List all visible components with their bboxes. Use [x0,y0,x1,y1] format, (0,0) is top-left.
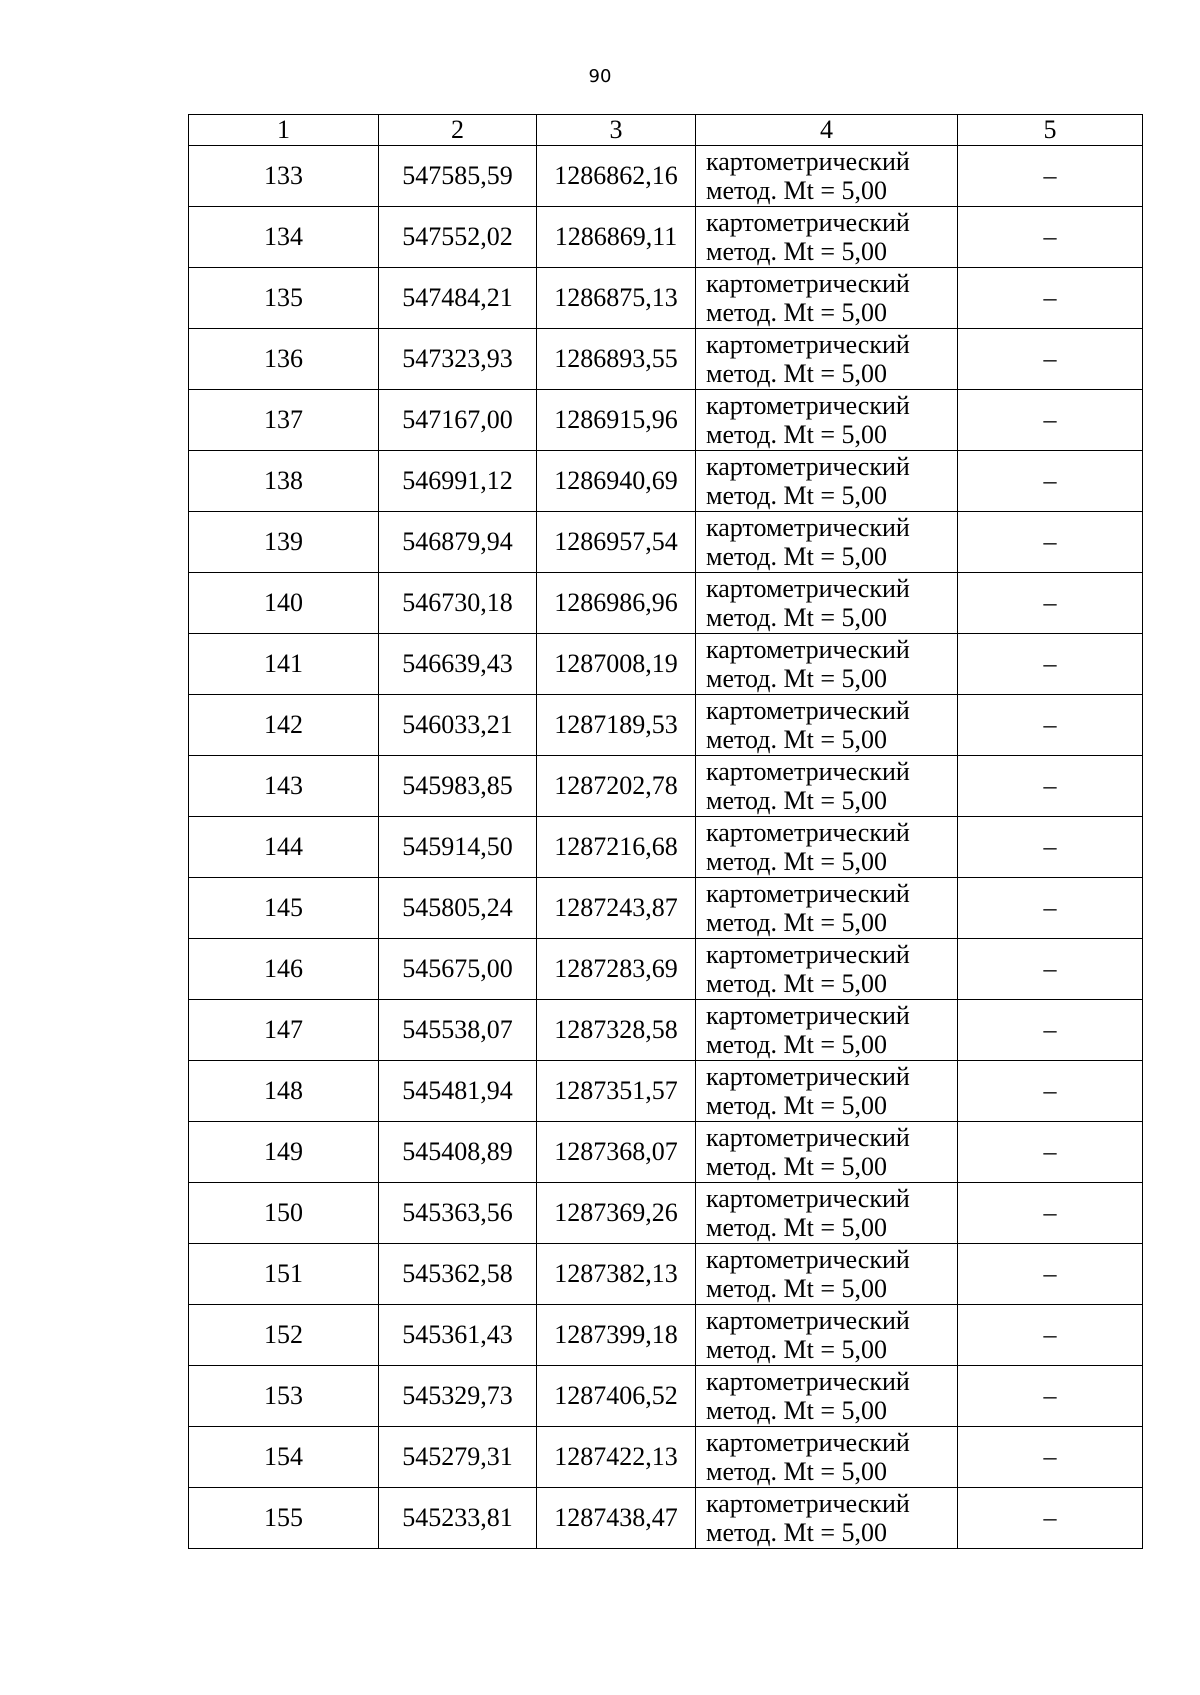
y-coordinate-cell: 1287406,52 [537,1366,696,1427]
table-row [189,1305,1143,1366]
note-cell: – [958,1305,1143,1366]
x-coordinate-cell: 547585,59 [379,146,537,207]
y-coordinate-cell: 1287399,18 [537,1305,696,1366]
note-cell: – [958,1366,1143,1427]
y-coordinate-cell: 1286915,96 [537,390,696,451]
method-line-1: картометрический [706,1306,910,1335]
note-cell: – [958,1427,1143,1488]
method-cell [696,146,958,207]
x-coordinate-cell: 545361,43 [379,1305,537,1366]
method-line-2: метод. Mt = 5,00 [706,1335,887,1364]
note-cell: – [958,695,1143,756]
x-coordinate-cell: 546879,94 [379,512,537,573]
x-coordinate-cell: 545233,81 [379,1488,537,1549]
note-cell: – [958,451,1143,512]
method-line-2: метод. Mt = 5,00 [706,847,887,876]
header-col-1: 1 [189,115,379,146]
point-number-cell: 155 [189,1488,379,1549]
x-coordinate-cell: 545538,07 [379,1000,537,1061]
point-number-cell: 136 [189,329,379,390]
table-row [189,1183,1143,1244]
table-row [189,817,1143,878]
point-number-cell: 151 [189,1244,379,1305]
x-coordinate-cell: 545983,85 [379,756,537,817]
x-coordinate-cell: 545675,00 [379,939,537,1000]
y-coordinate-cell: 1286862,16 [537,146,696,207]
table-row [189,1488,1143,1549]
point-number-cell: 133 [189,146,379,207]
x-coordinate-cell: 547484,21 [379,268,537,329]
method-line-1: картометрический [706,1428,910,1457]
method-cell [696,1061,958,1122]
point-number-cell: 146 [189,939,379,1000]
method-line-2: метод. Mt = 5,00 [706,603,887,632]
table-row [189,207,1143,268]
y-coordinate-cell: 1286957,54 [537,512,696,573]
point-number-cell: 152 [189,1305,379,1366]
point-number-cell: 154 [189,1427,379,1488]
method-line-2: метод. Mt = 5,00 [706,481,887,510]
method-cell [696,390,958,451]
header-col-4: 4 [696,115,958,146]
method-line-1: картометрический [706,1062,910,1091]
method-cell [696,939,958,1000]
point-number-cell: 143 [189,756,379,817]
table-row [189,634,1143,695]
note-cell: – [958,1244,1143,1305]
table-row [189,1427,1143,1488]
y-coordinate-cell: 1287438,47 [537,1488,696,1549]
point-number-cell: 153 [189,1366,379,1427]
header-col-2: 2 [379,115,537,146]
point-number-cell: 138 [189,451,379,512]
point-number-cell: 142 [189,695,379,756]
header-row [189,115,1143,146]
method-line-1: картометрический [706,879,910,908]
method-line-2: метод. Mt = 5,00 [706,1030,887,1059]
note-cell: – [958,512,1143,573]
method-line-2: метод. Mt = 5,00 [706,1091,887,1120]
note-cell: – [958,329,1143,390]
table-row [189,1122,1143,1183]
point-number-cell: 145 [189,878,379,939]
method-cell [696,1427,958,1488]
method-cell [696,1122,958,1183]
method-line-2: метод. Mt = 5,00 [706,1518,887,1547]
method-line-1: картометрический [706,574,910,603]
note-cell: – [958,1183,1143,1244]
x-coordinate-cell: 546730,18 [379,573,537,634]
method-line-1: картометрический [706,1123,910,1152]
method-line-2: метод. Mt = 5,00 [706,725,887,754]
table-row [189,756,1143,817]
table-row [189,390,1143,451]
note-cell: – [958,756,1143,817]
point-number-cell: 139 [189,512,379,573]
method-line-2: метод. Mt = 5,00 [706,1457,887,1486]
y-coordinate-cell: 1287202,78 [537,756,696,817]
y-coordinate-cell: 1286893,55 [537,329,696,390]
y-coordinate-cell: 1286875,13 [537,268,696,329]
y-coordinate-cell: 1287216,68 [537,817,696,878]
table-row [189,329,1143,390]
y-coordinate-cell: 1286940,69 [537,451,696,512]
table-row [189,146,1143,207]
method-line-2: метод. Mt = 5,00 [706,786,887,815]
method-cell [696,512,958,573]
table-header [189,115,1143,146]
method-line-1: картометрический [706,208,910,237]
note-cell: – [958,1000,1143,1061]
point-number-cell: 134 [189,207,379,268]
method-line-1: картометрический [706,757,910,786]
note-cell: – [958,390,1143,451]
table-body [189,146,1143,1549]
note-cell: – [958,268,1143,329]
y-coordinate-cell: 1287368,07 [537,1122,696,1183]
method-line-2: метод. Mt = 5,00 [706,1152,887,1181]
method-cell [696,573,958,634]
x-coordinate-cell: 545362,58 [379,1244,537,1305]
x-coordinate-cell: 545279,31 [379,1427,537,1488]
y-coordinate-cell: 1287351,57 [537,1061,696,1122]
method-line-1: картометрический [706,1001,910,1030]
note-cell: – [958,207,1143,268]
method-line-1: картометрический [706,452,910,481]
point-number-cell: 144 [189,817,379,878]
method-cell [696,207,958,268]
x-coordinate-cell: 545363,56 [379,1183,537,1244]
method-line-2: метод. Mt = 5,00 [706,969,887,998]
method-line-1: картометрический [706,391,910,420]
point-number-cell: 150 [189,1183,379,1244]
point-number-cell: 135 [189,268,379,329]
method-line-1: картометрический [706,696,910,725]
method-cell [696,1305,958,1366]
method-line-1: картометрический [706,269,910,298]
x-coordinate-cell: 547552,02 [379,207,537,268]
method-cell [696,451,958,512]
method-line-1: картометрический [706,818,910,847]
table-row [189,512,1143,573]
method-cell [696,268,958,329]
x-coordinate-cell: 545805,24 [379,878,537,939]
x-coordinate-cell: 545481,94 [379,1061,537,1122]
table-row [189,1244,1143,1305]
table-row [189,1000,1143,1061]
method-cell [696,1488,958,1549]
method-line-1: картометрический [706,330,910,359]
method-line-2: метод. Mt = 5,00 [706,664,887,693]
method-line-1: картометрический [706,940,910,969]
table-row [189,573,1143,634]
table-row [189,878,1143,939]
point-number-cell: 137 [189,390,379,451]
x-coordinate-cell: 547167,00 [379,390,537,451]
header-col-3: 3 [537,115,696,146]
y-coordinate-cell: 1287008,19 [537,634,696,695]
note-cell: – [958,878,1143,939]
x-coordinate-cell: 546991,12 [379,451,537,512]
point-number-cell: 140 [189,573,379,634]
method-line-2: метод. Mt = 5,00 [706,908,887,937]
method-cell [696,1000,958,1061]
coordinates-table [188,114,1143,1549]
header-col-5: 5 [958,115,1143,146]
note-cell: – [958,1122,1143,1183]
method-line-1: картометрический [706,513,910,542]
method-line-2: метод. Mt = 5,00 [706,298,887,327]
y-coordinate-cell: 1287243,87 [537,878,696,939]
note-cell: – [958,573,1143,634]
method-line-2: метод. Mt = 5,00 [706,176,887,205]
method-line-1: картометрический [706,1367,910,1396]
method-line-1: картометрический [706,1184,910,1213]
method-line-2: метод. Mt = 5,00 [706,1213,887,1242]
note-cell: – [958,1488,1143,1549]
table-row [189,939,1143,1000]
method-line-1: картометрический [706,635,910,664]
method-line-1: картометрический [706,147,910,176]
method-line-2: метод. Mt = 5,00 [706,359,887,388]
method-cell [696,329,958,390]
method-line-2: метод. Mt = 5,00 [706,542,887,571]
note-cell: – [958,817,1143,878]
point-number-cell: 141 [189,634,379,695]
x-coordinate-cell: 545329,73 [379,1366,537,1427]
y-coordinate-cell: 1287189,53 [537,695,696,756]
y-coordinate-cell: 1287422,13 [537,1427,696,1488]
note-cell: – [958,1061,1143,1122]
x-coordinate-cell: 546033,21 [379,695,537,756]
note-cell: – [958,634,1143,695]
y-coordinate-cell: 1286869,11 [537,207,696,268]
x-coordinate-cell: 547323,93 [379,329,537,390]
table-row [189,1366,1143,1427]
x-coordinate-cell: 545408,89 [379,1122,537,1183]
method-cell [696,695,958,756]
method-cell [696,634,958,695]
method-line-1: картометрический [706,1245,910,1274]
point-number-cell: 148 [189,1061,379,1122]
method-cell [696,1183,958,1244]
x-coordinate-cell: 546639,43 [379,634,537,695]
table-row [189,268,1143,329]
method-cell [696,756,958,817]
method-cell [696,1366,958,1427]
point-number-cell: 149 [189,1122,379,1183]
note-cell: – [958,939,1143,1000]
method-cell [696,817,958,878]
table-row [189,451,1143,512]
method-line-2: метод. Mt = 5,00 [706,1396,887,1425]
y-coordinate-cell: 1287328,58 [537,1000,696,1061]
method-line-1: картометрический [706,1489,910,1518]
page-number: 90 [588,66,612,87]
table-row [189,1061,1143,1122]
method-cell [696,1244,958,1305]
method-line-2: метод. Mt = 5,00 [706,237,887,266]
point-number-cell: 147 [189,1000,379,1061]
method-line-2: метод. Mt = 5,00 [706,1274,887,1303]
y-coordinate-cell: 1287283,69 [537,939,696,1000]
method-line-2: метод. Mt = 5,00 [706,420,887,449]
note-cell: – [958,146,1143,207]
x-coordinate-cell: 545914,50 [379,817,537,878]
y-coordinate-cell: 1287382,13 [537,1244,696,1305]
table-row [189,695,1143,756]
y-coordinate-cell: 1286986,96 [537,573,696,634]
y-coordinate-cell: 1287369,26 [537,1183,696,1244]
method-cell [696,878,958,939]
